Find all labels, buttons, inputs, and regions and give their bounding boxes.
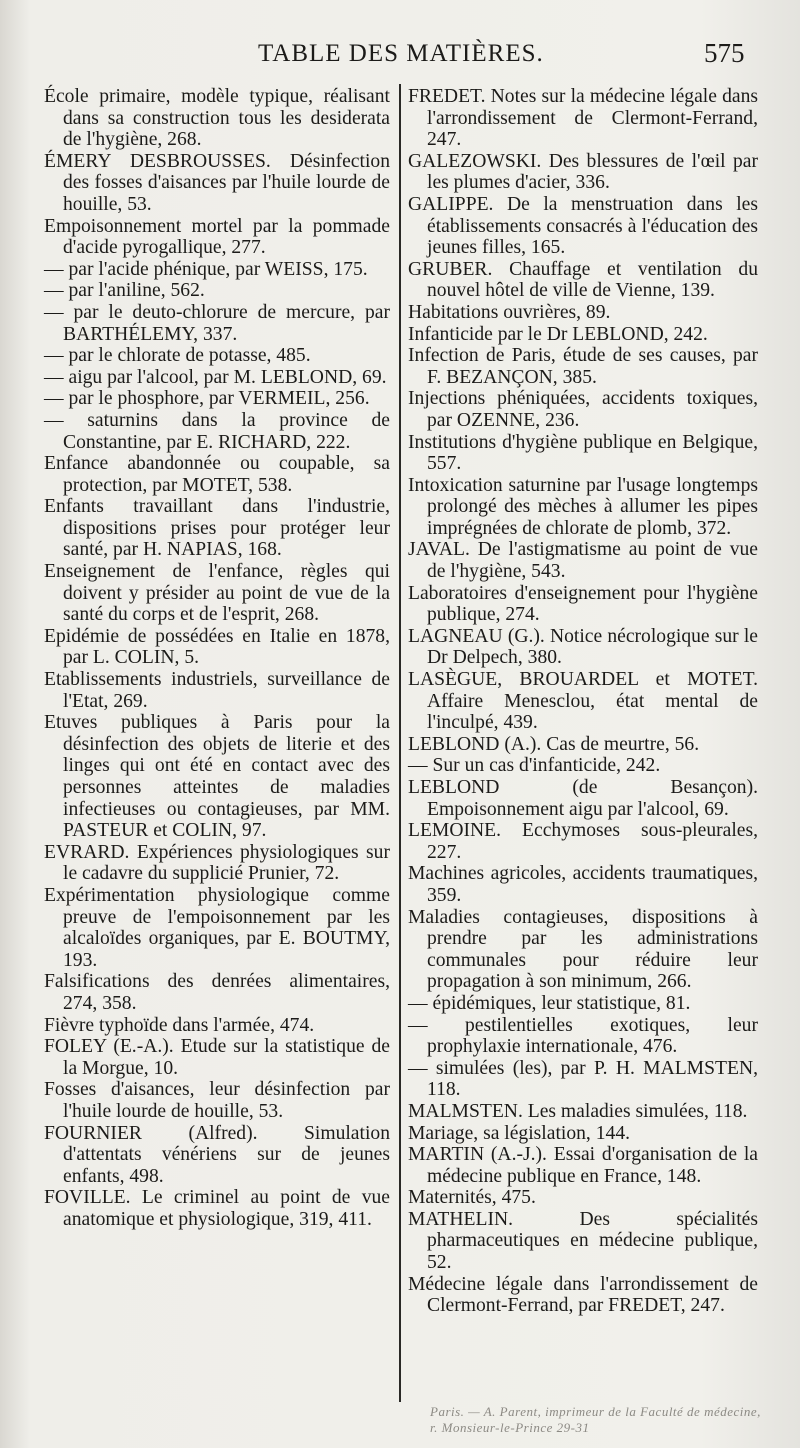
- index-entry: Intoxication saturnine par l'usage longtemps prolongé des mèches à allumer les pipes imprégnées de chlorate de plomb, 372.: [408, 474, 758, 539]
- index-entry: — par le chlorate de potasse, 485.: [44, 345, 311, 367]
- index-entry: LASÈGUE, BROUARDEL et MOTET. Affaire Menesclou, état mental de l'inculpé, 439.: [408, 669, 758, 734]
- index-entry: MARTIN (A.-J.). Essai d'organisation de la médecine publique en France, 148.: [408, 1144, 758, 1187]
- index-entry: Habitations ouvrières, 89.: [408, 301, 611, 323]
- index-entry: FOURNIER (Alfred). Simulation d'attentats vénériens sur de jeunes enfants, 498.: [44, 1122, 390, 1187]
- index-entry: FOLEY (E.-A.). Etude sur la statistique de la Morgue, 10.: [44, 1036, 390, 1079]
- right-column: [408, 86, 758, 1317]
- printer-imprint: Paris. — A. Parent, imprimeur de la Faculté de médecine, r. Monsieur-le-Prince 29-31: [430, 1404, 761, 1435]
- index-entry: FOVILLE. Le criminel au point de vue anatomique et physiologique, 319, 411.: [44, 1187, 390, 1230]
- index-entry: FREDET. Notes sur la médecine légale dans l'arrondissement de Clermont-Ferrand, 247.: [408, 86, 758, 151]
- index-entry: — Sur un cas d'infanticide, 242.: [408, 755, 661, 777]
- index-entry: — simulées (les), par P. H. MALMSTEN, 118.: [408, 1057, 758, 1101]
- index-entry: Etablissements industriels, surveillance de l'Etat, 269.: [44, 669, 390, 712]
- index-entry: LAGNEAU (G.). Notice nécrologique sur le Dr Delpech, 380.: [408, 625, 758, 669]
- index-entry: — par le phosphore, par VERMEIL, 256.: [44, 388, 370, 410]
- index-entry: Enfants travaillant dans l'industrie, dispositions prises pour protéger leur santé, par H. NAPIAS, 168.: [44, 496, 390, 561]
- index-entry: Enfance abandonnée ou coupable, sa protection, par MOTET, 538.: [44, 453, 390, 496]
- index-entry: EVRARD. Expériences physiologiques sur le cadavre du supplicié Prunier, 72.: [44, 841, 390, 885]
- index-entry: Machines agricoles, accidents traumatiques, 359.: [408, 863, 758, 906]
- index-entry: Epidémie de possédées en Italie en 1878, par L. COLIN, 5.: [44, 625, 390, 669]
- index-entry: LEMOINE. Ecchymoses sous-pleurales, 227.: [408, 820, 758, 863]
- index-entry: GALEZOWSKI. Des blessures de l'œil par les plumes d'acier, 336.: [408, 150, 758, 194]
- index-entry: Maternités, 475.: [408, 1187, 536, 1209]
- page-header: [0, 36, 800, 76]
- index-entry: Expérimentation physiologique comme preuve de l'empoisonnement par les alcaloïdes organiques, par E. BOUTMY, 193.: [44, 884, 390, 971]
- index-entry: Institutions d'hygiène publique en Belgique, 557.: [408, 431, 758, 475]
- index-entry: LEBLOND (A.). Cas de meurtre, 56.: [408, 733, 700, 755]
- index-entry: JAVAL. De l'astigmatisme au point de vue de l'hygiène, 543.: [408, 539, 758, 583]
- index-entry: GALIPPE. De la menstruation dans les établissements consacrés à l'éducation des jeunes filles, 165.: [408, 193, 758, 259]
- index-entry: — par l'acide phénique, par WEISS, 175.: [44, 258, 368, 280]
- index-entry: Empoisonnement mortel par la pommade d'acide pyrogallique, 277.: [44, 215, 390, 259]
- left-column: [44, 86, 390, 1230]
- index-entry: Mariage, sa législation, 144.: [408, 1122, 631, 1144]
- index-entry: Etuves publiques à Paris pour la désinfection des objets de literie et des linges qui ont été en contact avec des personnes atteintes de maladies infectieuses ou contagieuses, par MM. PASTEUR et COLIN, 97.: [44, 712, 390, 842]
- page-title: TABLE DES MATIÈRES.: [258, 40, 544, 67]
- page-number: 575: [704, 38, 745, 68]
- index-entry: Maladies contagieuses, dispositions à prendre par les administrations communales pour réduire leur propagation à son minimum, 266.: [408, 906, 758, 993]
- index-entry: LEBLOND (de Besançon). Empoisonnement aigu par l'alcool, 69.: [408, 777, 758, 820]
- index-entry: — saturnins dans la province de Constantine, par E. RICHARD, 222.: [44, 409, 390, 453]
- index-entry: — par le deuto-chlorure de mercure, par BARTHÉLEMY, 337.: [44, 301, 390, 345]
- index-entry: — pestilentielles exotiques, leur prophylaxie internationale, 476.: [408, 1014, 758, 1058]
- index-entry: GRUBER. Chauffage et ventilation du nouvel hôtel de ville de Vienne, 139.: [408, 258, 758, 302]
- index-entry: Médecine légale dans l'arrondissement de Clermont-Ferrand, par FREDET, 247.: [408, 1273, 758, 1317]
- index-entry: Infection de Paris, étude de ses causes, par F. BEZANÇON, 385.: [408, 345, 758, 388]
- index-entry: Injections phéniquées, accidents toxiques, par OZENNE, 236.: [408, 388, 758, 431]
- index-entry: MALMSTEN. Les maladies simulées, 118.: [408, 1100, 748, 1122]
- index-entry: MATHELIN. Des spécialités pharmaceutiques en médecine publique, 52.: [408, 1208, 758, 1274]
- index-entry: ÉMERY DESBROUSSES. Désinfection des fosses d'aisances par l'huile lourde de houille, 53.: [44, 150, 390, 215]
- index-entry: École primaire, modèle typique, réalisant dans sa construction tous les desiderata de l'hygiène, 268.: [44, 86, 390, 151]
- index-entry: Fosses d'aisances, leur désinfection par l'huile lourde de houille, 53.: [44, 1079, 390, 1122]
- index-entry: Falsifications des denrées alimentaires, 274, 358.: [44, 971, 390, 1014]
- column-divider: [399, 84, 401, 1402]
- index-entry: Enseignement de l'enfance, règles qui doivent y présider au point de vue de la santé du corps et de l'esprit, 268.: [44, 561, 390, 626]
- index-entry: — aigu par l'alcool, par M. LEBLOND, 69.: [44, 366, 387, 388]
- index-entry: Laboratoires d'enseignement pour l'hygiène publique, 274.: [408, 582, 758, 626]
- index-entry: Fièvre typhoïde dans l'armée, 474.: [44, 1014, 315, 1036]
- index-entry: Infanticide par le Dr LEBLOND, 242.: [408, 323, 708, 345]
- index-entry: — épidémiques, leur statistique, 81.: [408, 992, 691, 1014]
- index-entry: — par l'aniline, 562.: [44, 280, 205, 302]
